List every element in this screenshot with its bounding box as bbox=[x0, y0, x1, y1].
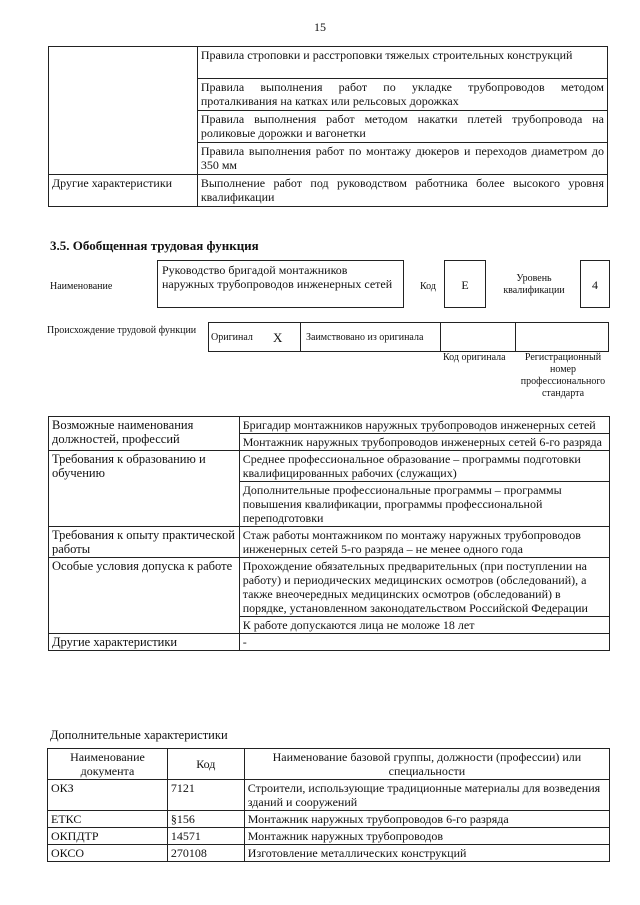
other-characteristics-value: Выполнение работ под руководством работника более высокого уровня квалификации bbox=[197, 175, 607, 207]
other-characteristics-label: Другие характеристики bbox=[49, 175, 198, 207]
details-value: К работе допускаются лица не моложе 18 лет bbox=[242, 618, 475, 632]
borrowed-label: Заимствовано из оригинала bbox=[306, 332, 424, 343]
rule-cell: Правила выполнения работ по монтажу дюкеров и переходов диаметром до 350 мм bbox=[197, 143, 607, 175]
additional-cell: §156 bbox=[167, 811, 244, 828]
details-value-cell bbox=[239, 417, 609, 451]
origin-table bbox=[208, 322, 609, 352]
additional-cell: ОКЗ bbox=[48, 780, 168, 811]
function-name-value: Руководство бригадой монтажников наружных трубопроводов инженерных сетей bbox=[162, 263, 393, 291]
top-table bbox=[48, 46, 608, 207]
details-label: Возможные наименования должностей, профессий bbox=[49, 417, 240, 451]
additional-cell: ЕТКС bbox=[48, 811, 168, 828]
additional-cell: 14571 bbox=[167, 828, 244, 845]
details-value: Прохождение обязательных предварительных (при поступлении на работу) и периодических медицинских осмотров (обследований), а также внеочередных медицинских осмотров (обследований) в порядке, установленном законодательством Российской Федерации bbox=[240, 558, 609, 617]
details-value: Стаж работы монтажником по монтажу наружных трубопроводов инженерных сетей 5-го разряда – не менее одного года bbox=[239, 527, 609, 558]
original-label: Оригинал bbox=[211, 332, 253, 343]
code-box bbox=[444, 260, 486, 308]
additional-cell: ОКСО bbox=[48, 845, 168, 862]
additional-cell: Строители, использующие традиционные материалы для возведения зданий и сооружений bbox=[244, 780, 609, 811]
origin-divider bbox=[515, 323, 516, 351]
details-value-cell bbox=[239, 451, 609, 527]
additional-header: Наименование документа bbox=[48, 749, 168, 780]
details-value: - bbox=[239, 634, 609, 651]
details-value-cell bbox=[239, 558, 609, 634]
additional-title: Дополнительные характеристики bbox=[50, 728, 228, 742]
details-label: Требования к образованию и обучению bbox=[49, 451, 240, 527]
original-code-label: Код оригинала bbox=[443, 352, 506, 363]
additional-cell: 270108 bbox=[167, 845, 244, 862]
details-label: Требования к опыту практической работы bbox=[49, 527, 240, 558]
additional-cell: Изготовление металлических конструкций bbox=[244, 845, 609, 862]
additional-header: Наименование базовой группы, должности (профессии) или специальности bbox=[244, 749, 609, 780]
origin-divider bbox=[440, 323, 441, 351]
level-box bbox=[580, 260, 610, 308]
additional-cell: Монтажник наружных трубопроводов 6-го разряда bbox=[244, 811, 609, 828]
rule-cell: Правила выполнения работ методом накатки плетей трубопровода на роликовые дорожки и вагонетки bbox=[197, 111, 607, 143]
name-label: Наименование bbox=[50, 281, 113, 292]
level-value: 4 bbox=[592, 278, 598, 292]
additional-cell: Монтажник наружных трубопроводов bbox=[244, 828, 609, 845]
rule-cell: Правила строповки и расстроповки тяжелых строительных конструкций bbox=[197, 47, 607, 79]
code-label: Код bbox=[420, 281, 436, 292]
top-table-empty-cell bbox=[49, 47, 198, 175]
details-table bbox=[48, 416, 610, 651]
details-value: Дополнительные профессиональные программы – программы повышения квалификации, программы профессиональной переподготовки bbox=[242, 483, 562, 525]
original-mark: Х bbox=[273, 330, 283, 345]
details-value: Бригадир монтажников наружных трубопроводов инженерных сетей bbox=[240, 417, 609, 434]
function-name-box bbox=[157, 260, 404, 308]
additional-header: Код bbox=[167, 749, 244, 780]
details-label: Другие характеристики bbox=[49, 634, 240, 651]
additional-cell: ОКПДТР bbox=[48, 828, 168, 845]
page-number: 15 bbox=[314, 20, 326, 34]
additional-table bbox=[47, 748, 610, 862]
details-value: Среднее профессиональное образование – программы подготовки квалифицированных рабочих (служащих) bbox=[240, 451, 609, 482]
code-value: Е bbox=[461, 278, 469, 292]
details-value: Монтажник наружных трубопроводов инженерных сетей 6-го разряда bbox=[242, 435, 602, 449]
additional-cell: 7121 bbox=[167, 780, 244, 811]
section-title: 3.5. Обобщенная трудовая функция bbox=[50, 238, 259, 253]
level-label: Уровень квалификации bbox=[503, 273, 565, 296]
details-label: Особые условия допуска к работе bbox=[49, 558, 240, 634]
origin-label: Происхождение трудовой функции bbox=[47, 325, 197, 336]
rule-cell: Правила выполнения работ по укладке трубопроводов методом проталкивания на катках или рельсовых дорожках bbox=[197, 79, 607, 111]
origin-divider bbox=[300, 323, 301, 351]
registration-number-label: Регистрационный номер профессионального стандарта bbox=[520, 352, 606, 399]
